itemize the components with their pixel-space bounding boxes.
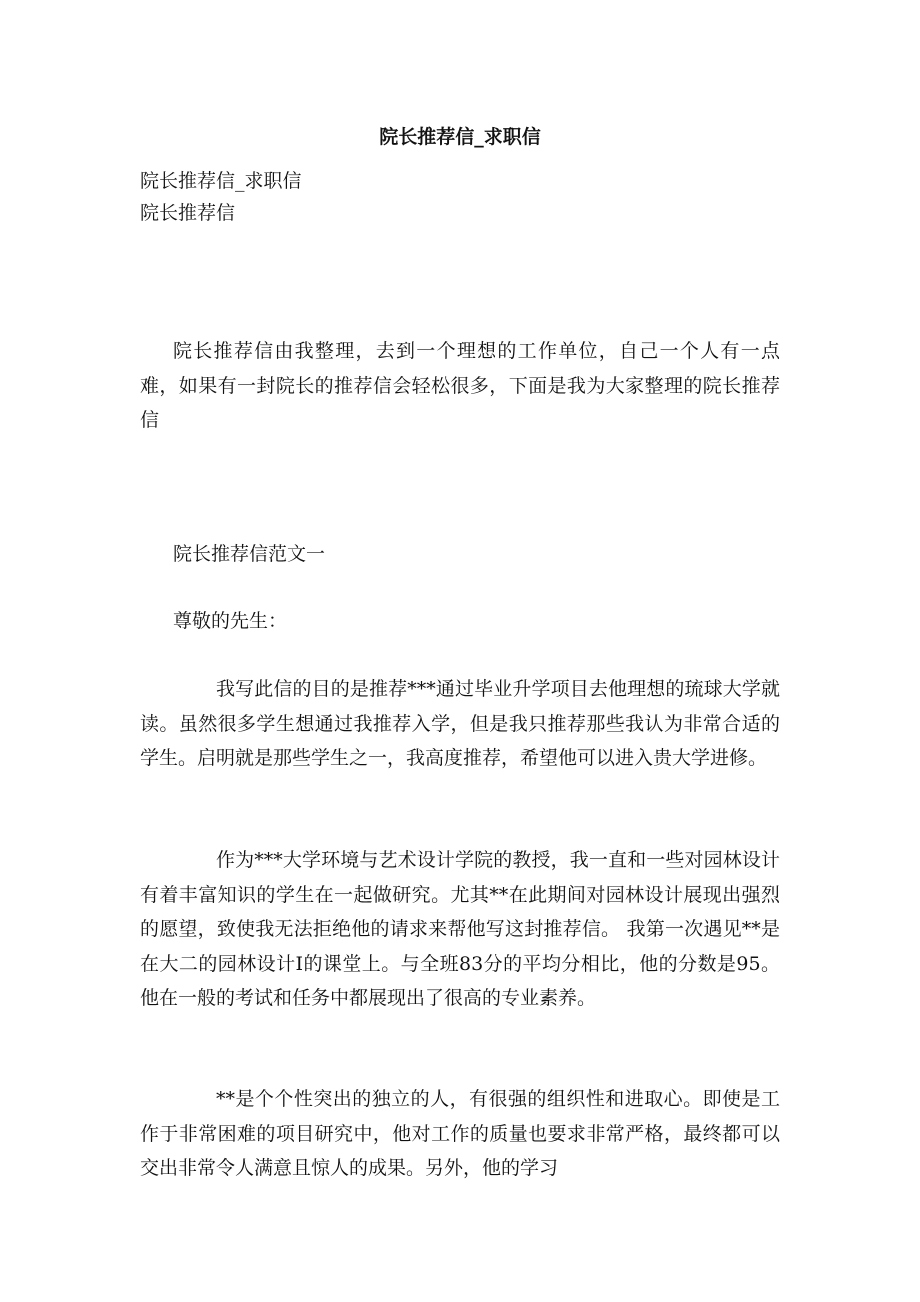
intro-paragraph: 院长推荐信由我整理，去到一个理想的工作单位，自己一个人有一点难，如果有一封院长的推荐信会轻松很多，下面是我为大家整理的院长推荐信	[140, 340, 780, 431]
header-line-1: 院长推荐信_求职信	[140, 170, 302, 192]
body-paragraph-2: 作为***大学环境与艺术设计学院的教授，我一直和一些对园林设计有着丰富知识的学生在一起做研究。尤其**在此期间对园林设计展现出强烈的愿望，致使我无法拒绝他的请求来帮他写这封推荐信。 我第一次遇见**是在大二的园林设计Ⅰ的课堂上。与全班83分的平均分相比，他的分数是95。他在一般的考试和任务中都展现出了很高的专业素养。	[140, 849, 780, 1009]
sample-heading: 院长推荐信范文一	[173, 543, 326, 565]
salutation: 尊敬的先生：	[173, 610, 288, 632]
body-paragraph-3: **是个个性突出的独立的人，有很强的组织性和进取心。即使是工作于非常困难的项目研究中，他对工作的质量也要求非常严格，最终都可以交出非常令人满意且惊人的成果。另外，他的学习	[140, 1088, 780, 1179]
header-line-2: 院长推荐信	[140, 202, 236, 224]
body-paragraph-1: 我写此信的目的是推荐***通过毕业升学项目去他理想的琉球大学就读。虽然很多学生想通过我推荐入学，但是我只推荐那些我认为非常合适的学生。启明就是那些学生之一，我高度推荐，希望他可以进入贵大学进修。	[140, 678, 780, 769]
document-title: 院长推荐信_求职信	[379, 126, 541, 148]
